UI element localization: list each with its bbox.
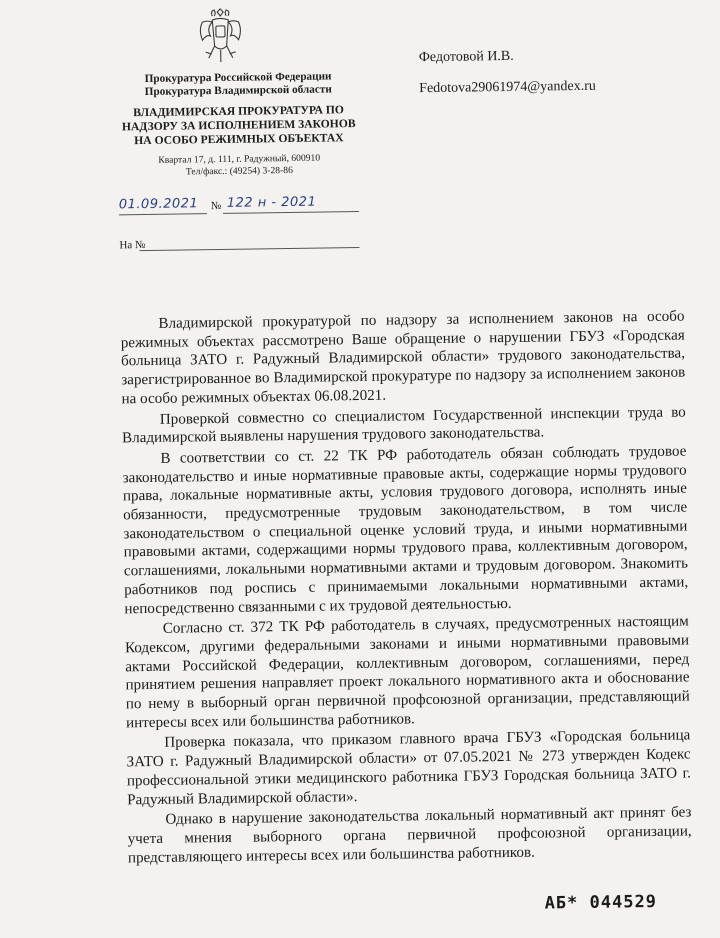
- issuer-line-1: Прокуратура Российской Федерации: [144, 70, 332, 86]
- paragraph-5: Проверка показала, что приказом главного врача ГБУЗ «Городская больница ЗАТО г. Радужный Владимирской области» от 07.05.2021 № 273 утвержден Кодекс профессиональной этики медицинского работника ГБУЗ Городская больница ЗАТО г. Радужный Владимирской области».: [126, 727, 691, 808]
- paragraph-1: Владимирской прокуратурой по надзору за исполнением законов на особо режимных объектах рассмотрено Ваше обращение о нарушении ГБУЗ «Городская больница ЗАТО г. Радужный Владимирской области» трудового законодательства, зарегистрированное во Владимирской прокуратуре по надзору за исполнением законов на особо режимных объектах 06.08.2021.: [120, 308, 686, 408]
- reference-label: На №: [119, 239, 146, 252]
- paragraph-6: Однако в нарушение законодательства локальный нормативный акт принят без учета мнения выборного органа первичной профсоюзной организации, представляющего интересы всех или большинства работников.: [127, 804, 692, 867]
- handwritten-number: 122 н - 2021: [226, 194, 317, 211]
- issuer-name: [113, 70, 363, 99]
- double-headed-eagle-emblem-icon: [196, 8, 245, 65]
- contact-block: [114, 152, 364, 179]
- recipient-email: Fedotova29061974@yandex.ru: [419, 78, 596, 97]
- department-line-2: НАДЗОРУ ЗА ИСПОЛНЕНИЕМ ЗАКОНОВ: [121, 117, 356, 134]
- address: Квартал 17, д. 111, г. Радужный, 600910: [158, 152, 321, 166]
- date-underline: [119, 213, 207, 215]
- handwritten-date: 01.09.2021: [118, 196, 199, 213]
- paragraph-2: Проверкой совместно со специалистом Государственной инспекции труда во Владимирской выявлены нарушения трудового законодательства.: [121, 404, 686, 447]
- form-serial-number: АБ* 044529: [544, 891, 658, 914]
- paragraph-4: Согласно ст. 372 ТК РФ работодатель в случаях, предусмотренных настоящим Кодексом, другими федеральными законами и иными нормативными правовыми актами Российской Федерации, коллективным договором, соглашениями, перед принятием решения направляет проект локального нормативного акта и обоснование по нему в выборный орган первичной профсоюзной организации, представляющий интересы всех или большинства работников.: [124, 613, 690, 732]
- number-underline: [223, 211, 359, 214]
- reference-line: [119, 236, 359, 253]
- recipient-name: Федотовой И.В.: [418, 48, 514, 66]
- number-label: №: [210, 199, 222, 213]
- department-name: [113, 103, 364, 148]
- department-line-3: НА ОСОБО РЕЖИМНЫХ ОБЪЕКТАХ: [134, 131, 344, 148]
- reference-underline: [139, 247, 359, 251]
- registration-line: [119, 194, 359, 217]
- department-line-1: ВЛАДИМИРСКАЯ ПРОКУРАТУРА ПО: [133, 103, 344, 120]
- letter-body: [120, 308, 692, 870]
- phone: Тел/факс.: (49254) 3-28-86: [185, 164, 293, 178]
- issuer-line-2: Прокуратура Владимирской области: [144, 83, 332, 99]
- paragraph-3: В соответствии со ст. 22 ТК РФ работодатель обязан соблюдать трудовое законодательство и иные нормативные правовые акты, содержащие нормы трудового права, локальные нормативные акты, условия трудового договора, исполнять иные обязанности, предусмотренные трудовым законодательством, в том числе законодательством о специальной оценке условий труда, и иными нормативными правовыми актами, содержащими нормы трудового права, коллективным договором, соглашениями, локальными нормативными актами и трудовым договором. Знакомить работников под роспись с принимаемыми локальными нормативными актами, непосредственно связанными с их трудовой деятельностью.: [122, 443, 689, 617]
